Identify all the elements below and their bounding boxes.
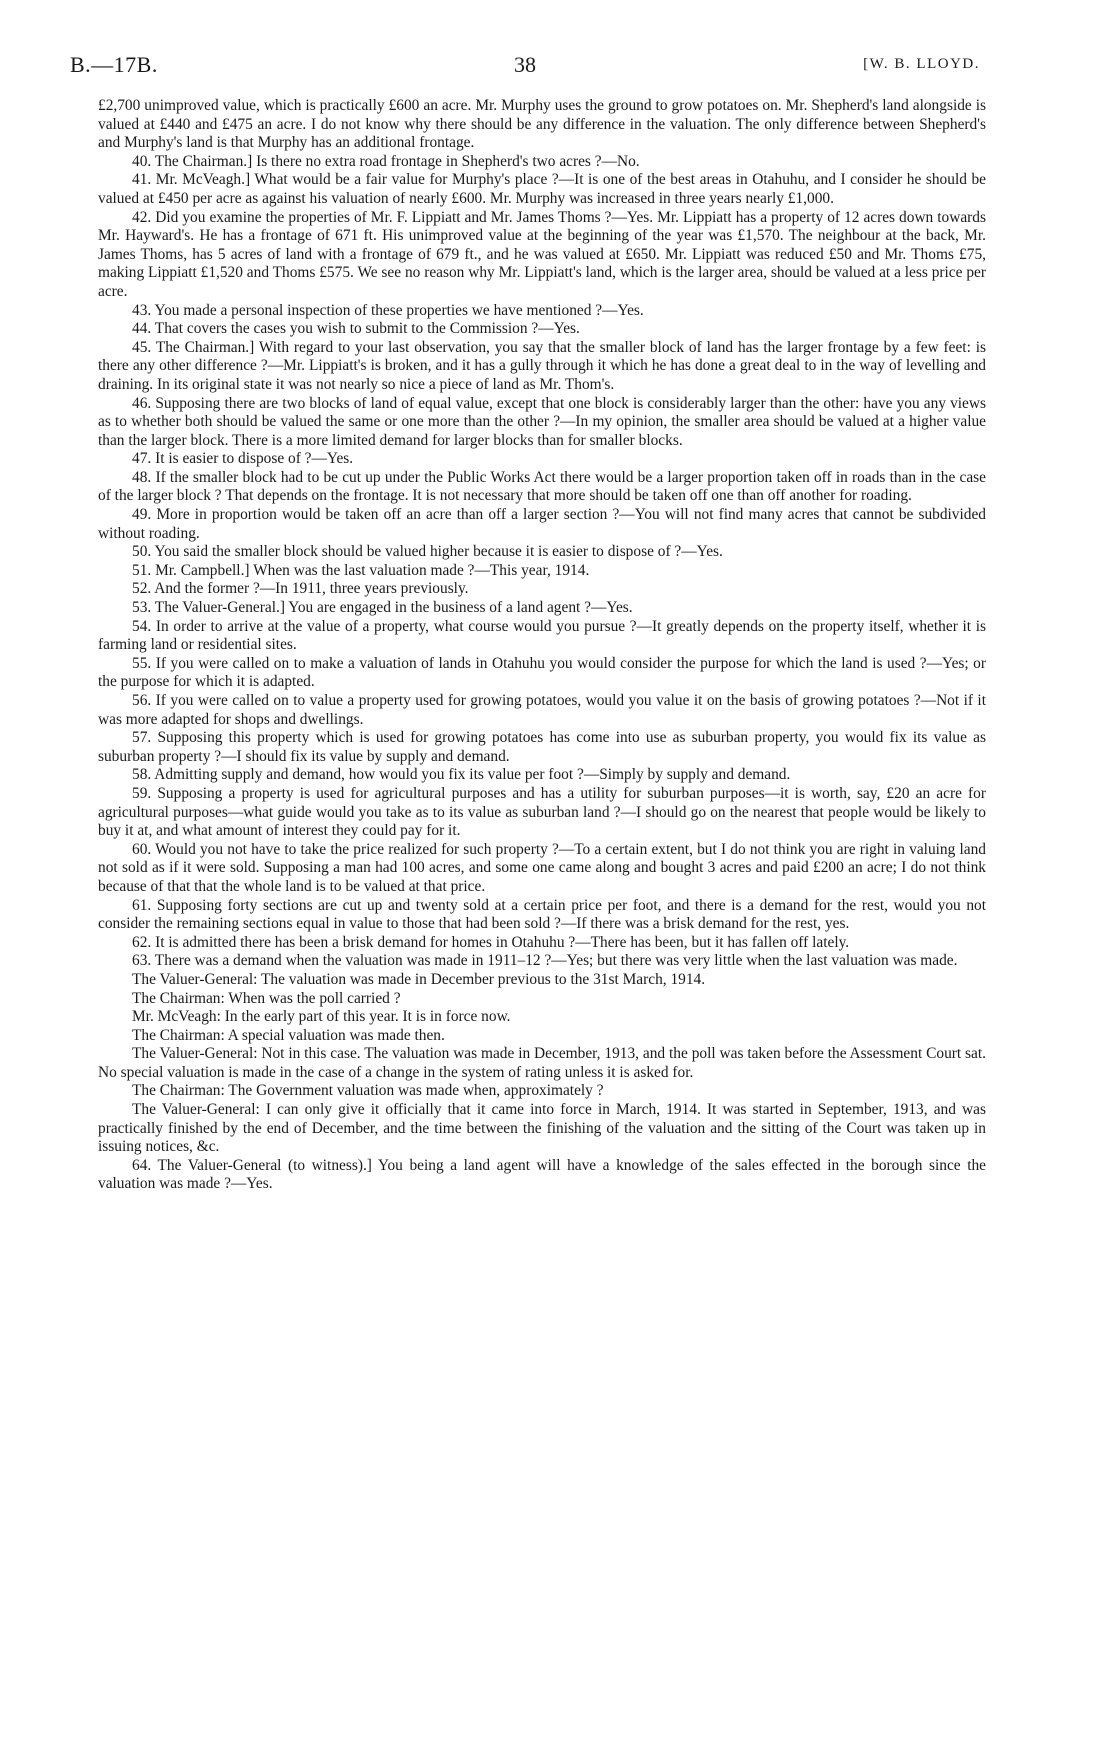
paragraph-45: 45. The Chairman.] With regard to your last observation, you say that the smaller block of land has the larger frontage by a few feet: is there any other difference ?—Mr. Lippiatt's is broken, and it has a gully through it which he has done a great deal to in the way of levelling and draining. In its original state it was not nearly so nice a piece of land as Mr. Thom's. [98, 338, 986, 393]
paragraph-60: 60. Would you not have to take the price realized for such property ?—To a certain extent, but I do not think you are right in valuing land not sold as if it were sold. Supposing a man had 100 acres, and some one came along and bought 3 acres and paid £200 an acre; I do not think because of that that the whole land is to be valued at that price. [98, 840, 986, 895]
dialogue-valuer-general: The Valuer-General: The valuation was made in December previous to the 31st March, 1914. [132, 970, 706, 988]
dialogue-chairman: The Chairman: A special valuation was made then. [132, 1026, 445, 1044]
paragraph-52: 52. And the former ?—In 1911, three years previously. [132, 580, 469, 598]
paragraph-42: 42. Did you examine the properties of Mr. F. Lippiatt and Mr. James Thoms ?—Yes. Mr. Lippiatt has a property of 12 acres down towards Mr. Hayward's. He has a frontage of 671 ft. His unimproved value at the beginning of the year was £1,570. The neighbour at the back, Mr. James Thoms, has 5 acres of land with a frontage of 679 ft., and he was valued at £650. Mr. Lippiatt was reduced £50 and Mr. Thoms £75, making Lippiatt £1,520 and Thoms £575. We see no reason why Mr. Lippiatt's land, which is the larger area, should be valued at a less price per acre. [98, 208, 986, 300]
paragraph-47: 47. It is easier to dispose of ?—Yes. [132, 450, 354, 468]
paragraph-53: 53. The Valuer-General.] You are engaged in the business of a land agent ?—Yes. [132, 599, 633, 617]
paragraph-55: 55. If you were called on to make a valuation of lands in Otahuhu you would consider the purpose for which the land is used ?—Yes; or the purpose for which it is adapted. [98, 654, 986, 691]
paragraph-54: 54. In order to arrive at the value of a property, what course would you pursue ?—It greatly depends on the property itself, whether it is farming land or residential sites. [98, 617, 986, 654]
page-number: 38 [514, 52, 536, 77]
paragraph-41: 41. Mr. McVeagh.] What would be a fair value for Murphy's place ?—It is one of the best areas in Otahuhu, and I consider he should be valued at £450 per acre as against his valuation of nearly £600. Mr. Murphy was increased in three years nearly £1,000. [98, 171, 986, 207]
paragraph-43: 43. You made a personal inspection of these properties we have mentioned ?—Yes. [132, 301, 644, 319]
paragraph-62: 62. It is admitted there has been a brisk demand for homes in Otahuhu ?—There has been, but it has fallen off lately. [132, 933, 850, 951]
paragraph-61: 61. Supposing forty sections are cut up and twenty sold at a certain price per foot, and there is a demand for the rest, would you not consider the remaining sections equal in value to those that had been sold ?—If there was a brisk demand for the rest, yes. [98, 896, 986, 933]
paragraph-44: 44. That covers the cases you wish to submit to the Commission ?—Yes. [132, 320, 580, 338]
paragraph-51: 51. Mr. Campbell.] When was the last valuation made ?—This year, 1914. [132, 561, 590, 579]
paragraph-63: 63. There was a demand when the valuation was made in 1911–12 ?—Yes; but there was very little when the last valuation was made. [132, 952, 958, 970]
paragraph-56: 56. If you were called on to value a property used for growing potatoes, would you value it on the basis of growing potatoes ?—Not if it was more adapted for shops and dwellings. [98, 692, 986, 728]
document-body [98, 97, 986, 1194]
dialogue-chairman: The Chairman: The Government valuation was made when, approximately ? [132, 1082, 604, 1100]
paragraph-64: 64. The Valuer-General (to witness).] You being a land agent will have a knowledge of the sales effected in the borough since the valuation was made ?—Yes. [98, 1156, 986, 1193]
document-reference: B.—17B. [70, 52, 158, 77]
paragraph-49: 49. More in proportion would be taken off an acre than off a larger section ?—You will not find many acres that cannot be subdivided without roading. [98, 506, 986, 542]
paragraph-58: 58. Admitting supply and demand, how would you fix its value per foot ?—Simply by supply and demand. [132, 766, 791, 784]
paragraph-46: 46. Supposing there are two blocks of land of equal value, except that one block is considerably larger than the other: have you any views as to whether both should be valued the same or one more than the other ?—In my opinion, the smaller area should be valued at a higher value than the larger block. There is a more limited demand for larger blocks than for smaller blocks. [98, 394, 986, 449]
paragraph-40: 40. The Chairman.] Is there no extra road frontage in Shepherd's two acres ?—No. [132, 152, 640, 170]
dialogue-valuer-general: The Valuer-General: I can only give it officially that it came into force in March, 1914. It was started in September, 1913, and was practically finished by the end of December, and the time between the finishing of the valuation and the sitting of the Court was taken up in issuing notices, &c. [98, 1101, 986, 1156]
witness-name: [W. B. LLOYD. [863, 56, 980, 72]
paragraph-57: 57. Supposing this property which is used for growing potatoes has come into use as suburban property, you would fix its value as suburban property ?—I should fix its value by supply and demand. [98, 729, 986, 765]
dialogue-mcveagh: Mr. McVeagh: In the early part of this year. It is in force now. [132, 1008, 511, 1026]
paragraph-50: 50. You said the smaller block should be valued higher because it is easier to dispose of ?—Yes. [132, 543, 723, 561]
dialogue-valuer-general: The Valuer-General: Not in this case. The valuation was made in December, 1913, and the poll was taken before the Assessment Court sat. No special valuation is made in the case of a change in the system of rating unless it is asked for. [98, 1045, 986, 1081]
dialogue-chairman: The Chairman: When was the poll carried ? [132, 989, 401, 1007]
paragraph-continuation: £2,700 unimproved value, which is practically £600 an acre. Mr. Murphy uses the ground to grow potatoes on. Mr. Shepherd's land alongside is valued at £440 and £475 an acre. I do not know why there should be any difference in the valuation. The only difference between Shepherd's and Murphy's land is that Murphy has an additional frontage. [98, 97, 986, 152]
page-header [70, 52, 980, 82]
paragraph-59: 59. Supposing a property is used for agricultural purposes and has a utility for suburban purposes—it is worth, say, £20 an acre for agricultural purposes—what guide would you take as to its value as suburban land ?—I should go on the nearest that people would be likely to buy it at, and what amount of interest they could pay for it. [98, 784, 986, 840]
paragraph-48: 48. If the smaller block had to be cut up under the Public Works Act there would be a larger proportion taken off in roads than in the case of the larger block ? That depends on the frontage. It is not necessary that more should be taken off one than off another for roading. [98, 468, 986, 505]
